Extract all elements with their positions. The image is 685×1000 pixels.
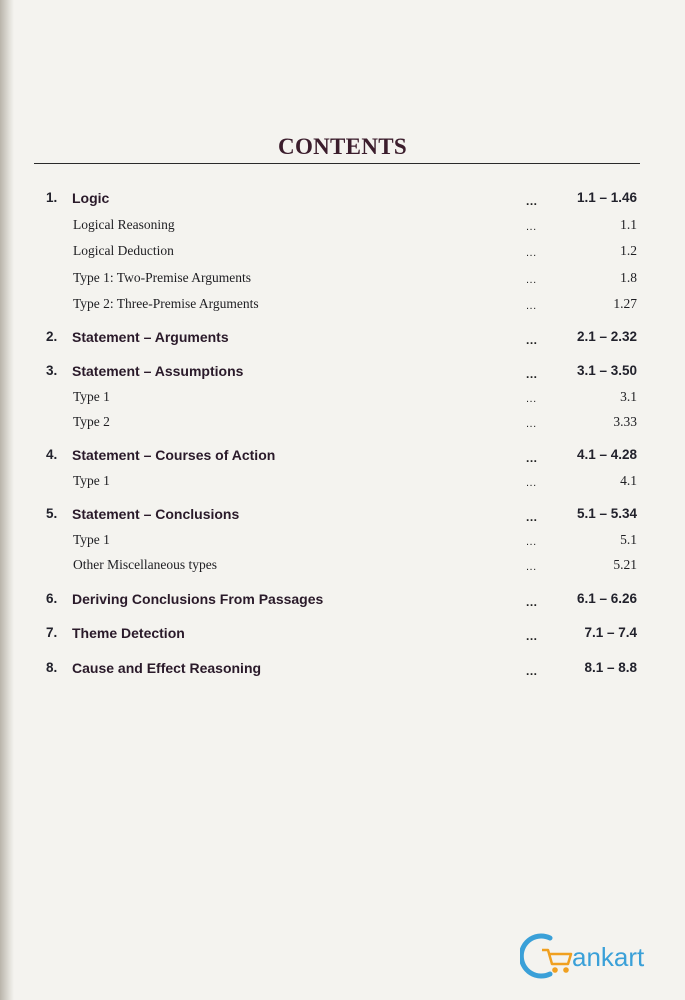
toc-subsection-row[interactable] (0, 414, 685, 436)
subsection-page: 1.27 (613, 296, 637, 311)
toc-subsection-row[interactable] (0, 243, 685, 265)
subsection-page: 1.1 (620, 217, 637, 232)
toc-section-row[interactable] (0, 591, 685, 613)
section-title: Theme Detection (72, 625, 185, 641)
section-number: 2. (46, 329, 58, 344)
toc-section-row[interactable] (0, 506, 685, 528)
leader-dots: ... (526, 393, 537, 405)
subsection-title: Logical Deduction (73, 243, 174, 258)
subsection-title: Type 2 (73, 414, 110, 429)
section-page-range: 8.1 – 8.8 (584, 660, 637, 675)
page-title: CONTENTS (278, 134, 407, 159)
section-number: 6. (46, 591, 58, 606)
section-title: Statement – Courses of Action (72, 447, 276, 463)
subsection-page: 3.1 (620, 389, 637, 404)
leader-dots: ... (526, 595, 538, 609)
section-number: 5. (46, 506, 58, 521)
section-title: Cause and Effect Reasoning (72, 660, 262, 676)
subsection-page: 5.1 (620, 532, 637, 547)
section-number: 3. (46, 363, 58, 378)
toc-subsection-row[interactable] (0, 217, 685, 239)
section-number: 8. (46, 660, 58, 675)
toc-subsection-row[interactable] (0, 270, 685, 292)
toc-section-row[interactable] (0, 625, 685, 647)
section-title: Logic (72, 190, 110, 206)
toc-section-row[interactable] (0, 329, 685, 351)
subsection-title: Logical Reasoning (73, 217, 175, 232)
leader-dots: ... (526, 418, 537, 430)
section-page-range: 5.1 – 5.34 (576, 506, 637, 521)
section-page-range: 2.1 – 2.32 (576, 329, 637, 344)
leader-dots: ... (526, 451, 538, 465)
subsection-title: Other Miscellaneous types (73, 557, 217, 572)
section-title: Deriving Conclusions From Passages (72, 591, 324, 607)
section-page-range: 6.1 – 6.26 (576, 591, 637, 606)
cankart-logo (520, 928, 670, 984)
svg-text:ankart: ankart (572, 942, 645, 972)
leader-dots: ... (526, 300, 537, 312)
leader-dots: ... (526, 194, 538, 208)
section-number: 7. (46, 625, 58, 640)
toc-subsection-row[interactable] (0, 473, 685, 495)
subsection-title: Type 2: Three-Premise Arguments (73, 296, 259, 311)
leader-dots: ... (526, 561, 537, 573)
leader-dots: ... (526, 274, 537, 286)
section-number: 1. (46, 190, 58, 205)
toc-section-row[interactable] (0, 363, 685, 385)
subsection-page: 3.33 (613, 414, 637, 429)
section-page-range: 3.1 – 3.50 (576, 363, 637, 378)
title-rule (34, 163, 640, 164)
subsection-page: 4.1 (620, 473, 637, 488)
leader-dots: ... (526, 664, 538, 678)
section-title: Statement – Assumptions (72, 363, 244, 379)
leader-dots: ... (526, 247, 537, 259)
toc-section-row[interactable] (0, 190, 685, 212)
section-page-range: 1.1 – 1.46 (576, 190, 637, 205)
toc-subsection-row[interactable] (0, 532, 685, 554)
section-title: Statement – Conclusions (72, 506, 240, 522)
leader-dots: ... (526, 510, 538, 524)
subsection-page: 1.8 (620, 270, 637, 285)
toc-section-row[interactable] (0, 447, 685, 469)
toc-subsection-row[interactable] (0, 296, 685, 318)
subsection-title: Type 1 (73, 389, 110, 404)
section-page-range: 7.1 – 7.4 (584, 625, 637, 640)
toc-subsection-row[interactable] (0, 389, 685, 411)
subsection-title: Type 1 (73, 532, 110, 547)
subsection-page: 1.2 (620, 243, 637, 258)
toc-subsection-row[interactable] (0, 557, 685, 579)
section-number: 4. (46, 447, 58, 462)
subsection-page: 5.21 (613, 557, 637, 572)
subsection-title: Type 1 (73, 473, 110, 488)
toc-section-row[interactable] (0, 660, 685, 682)
leader-dots: ... (526, 333, 538, 347)
leader-dots: ... (526, 536, 537, 548)
section-title: Statement – Arguments (72, 329, 229, 345)
subsection-title: Type 1: Two-Premise Arguments (73, 270, 251, 285)
section-page-range: 4.1 – 4.28 (576, 447, 637, 462)
leader-dots: ... (526, 367, 538, 381)
leader-dots: ... (526, 221, 537, 233)
leader-dots: ... (526, 629, 538, 643)
leader-dots: ... (526, 477, 537, 489)
